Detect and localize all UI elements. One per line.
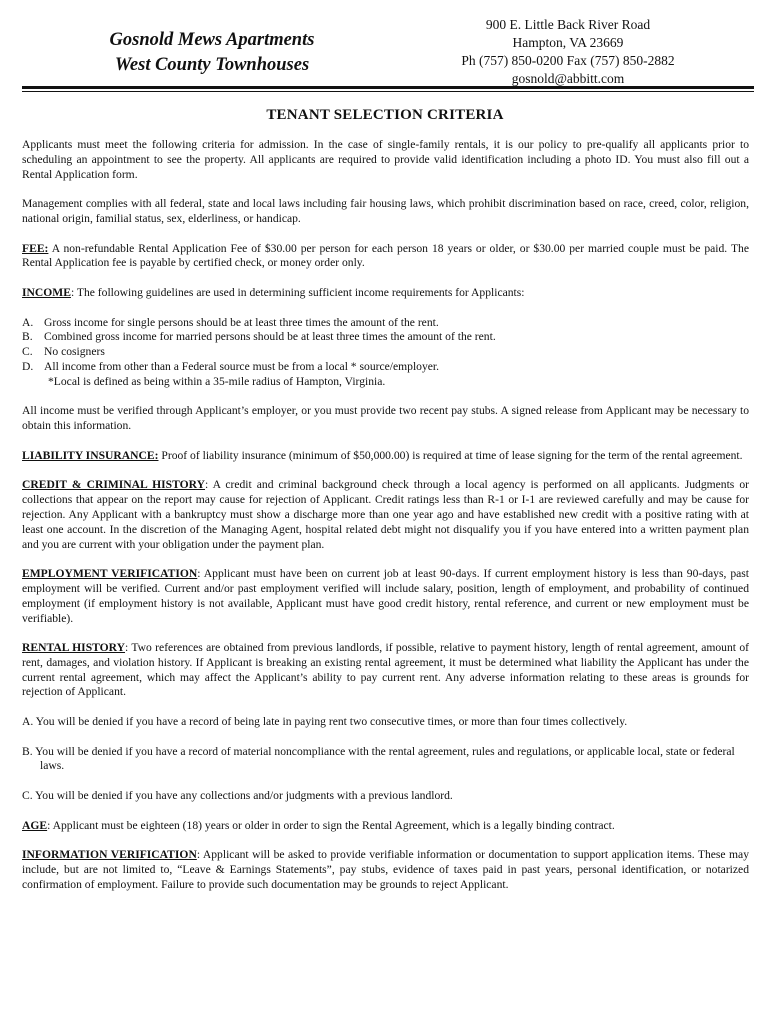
rental-section: [22, 641, 749, 700]
information-label: INFORMATION VERIFICATION: [22, 848, 197, 862]
street-address: 900 E. Little Back River Road: [485, 17, 651, 32]
employment-label: EMPLOYMENT VERIFICATION: [22, 567, 198, 581]
list-marker: D.: [22, 359, 34, 373]
list-text: No cosigners: [44, 345, 105, 359]
list-text: Combined gross income for married persons should be at least three times the amount of the rent.: [44, 330, 496, 344]
header-rule-thin: [22, 91, 754, 92]
income-list: [22, 316, 749, 390]
income-text: : The following guidelines are used in determining sufficient income requirements for Applicants:: [70, 285, 525, 299]
rental-item-a: A. You will be denied if you have a record of being late in paying rent two consecutive times, or more than four times collectively.: [22, 715, 628, 729]
rental-text: : Two references are obtained from previous landlords, if possible, relative to payment history, length of rental agreement, amount of rent, damages, and violation history. If Applicant is breaking an existing rental agreement, it must be determined what liability the Applicant has under the current rental agreement, which may affect the Applicant’s ability to pay current rent. Any adverse information relating to these areas is grounds for rejection of Applicant.: [22, 641, 749, 699]
credit-text: : A credit and criminal background check through a local agency is performed on all applicants. Judgments or collections that appear on the report may cause for rejection of Applicant. Credit ratings less than R-1 or I-1 are reviewed carefully and may be cause for rejection. Any Applicant with a bankruptcy must show a discharge more than one year ago and have established new credit with a positive rating with at least one account. In the discretion of the Managing Agent, hospital related debt might not disqualify you if you have entered into a written payment plan and you are current with your obligation under the payment plan.: [22, 478, 749, 551]
rental-item-c: C. You will be denied if you have any collections and/or judgments with a previous landlord.: [22, 789, 453, 803]
rental-label: RENTAL HISTORY: [22, 641, 126, 655]
liability-text: Proof of liability insurance (minimum of $50,000.00) is required at time of lease signing for the term of the rental agreement.: [158, 448, 743, 462]
property-name-1: Gosnold Mews Apartments: [109, 30, 315, 50]
list-item: [22, 345, 749, 360]
fee-text: A non-refundable Rental Application Fee of $30.00 per person for each person 18 years or older, or $30.00 per married couple must be paid. The Rental Application fee is payable by certified check, or money order only.: [22, 241, 749, 270]
property-name-2: West County Townhouses: [114, 55, 310, 75]
liability-label: LIABILITY INSURANCE:: [22, 448, 159, 462]
credit-label: CREDIT & CRIMINAL HISTORY: [22, 478, 205, 492]
list-text: All income from other than a Federal source must be from a local * source/employer.: [44, 359, 440, 373]
city-state-zip: Hampton, VA 23669: [512, 35, 624, 50]
property-names: [82, 28, 342, 78]
local-definition-note: *Local is defined as being within a 35-mile radius of Hampton, Virginia.: [48, 374, 386, 388]
contact-block: [438, 16, 698, 88]
fee-section: [22, 242, 749, 272]
employment-text: : Applicant must have been on current job at least 90-days. If current employment history is less than 90-days, past employment will be verified. Current and/or past employment verified will include salary, position, length of employment, and probability of continued employment (if employment history is not available, Applicant must have good credit history, rental reference, and current or new employment must be verifiable).: [22, 567, 749, 625]
document-title: TENANT SELECTION CRITERIA: [266, 107, 504, 123]
fee-label: FEE:: [22, 241, 49, 255]
information-section: [22, 848, 749, 892]
list-item: [22, 330, 749, 345]
phone-fax: Ph (757) 850-0200 Fax (757) 850-2882: [461, 53, 675, 68]
header-rule-thick: [22, 86, 754, 89]
income-section: [22, 286, 749, 301]
list-marker: A.: [22, 315, 34, 329]
letterhead: [22, 14, 754, 86]
employment-section: [22, 567, 749, 626]
list-marker: C.: [22, 345, 33, 359]
list-item: [22, 316, 749, 331]
liability-section: [22, 449, 749, 464]
credit-section: [22, 478, 749, 552]
information-text: : Applicant will be asked to provide verifiable information or documentation to support application items. These may include, but are not limited to, “Leave & Earnings Statements”, pay stubs, evidence of taxes paid in past years, personal identification, or notarized confirmation of employment. Failure to provide such documentation may be grounds to reject Applicant.: [22, 848, 750, 891]
email-address: gosnold@abbitt.com: [511, 71, 625, 86]
rental-item-b: B. You will be denied if you have a record of material noncompliance with the rental agreement, rules and regulations, or applicable local, state or federal laws.: [22, 744, 735, 773]
income-verification-paragraph: All income must be verified through Applicant’s employer, or you must provide two recent pay stubs. A signed release from Applicant may be necessary to obtain this information.: [22, 404, 749, 433]
income-label: INCOME: [22, 285, 71, 299]
intro-paragraph-1: Applicants must meet the following criteria for admission. In the case of single-family rentals, it is our policy to pre-qualify all applicants prior to scheduling an appointment to see the property. All applicants are required to provide valid identification including a photo ID. You must also fill out a Rental Application form.: [22, 138, 749, 181]
list-marker: B.: [22, 330, 33, 344]
list-text: Gross income for single persons should be at least three times the amount of the rent.: [44, 315, 439, 329]
document-body: [22, 138, 749, 893]
intro-paragraph-2: Management complies with all federal, state and local laws including fair housing laws, which prohibit discrimination based on race, creed, color, religion, national origin, familial status, sex, elderliness, or handicap.: [22, 197, 749, 225]
age-text: : Applicant must be eighteen (18) years or older in order to sign the Rental Agreement, which is a legally binding contract.: [47, 818, 615, 832]
list-item: [22, 360, 749, 375]
age-section: [22, 819, 749, 834]
age-label: AGE: [22, 818, 48, 832]
